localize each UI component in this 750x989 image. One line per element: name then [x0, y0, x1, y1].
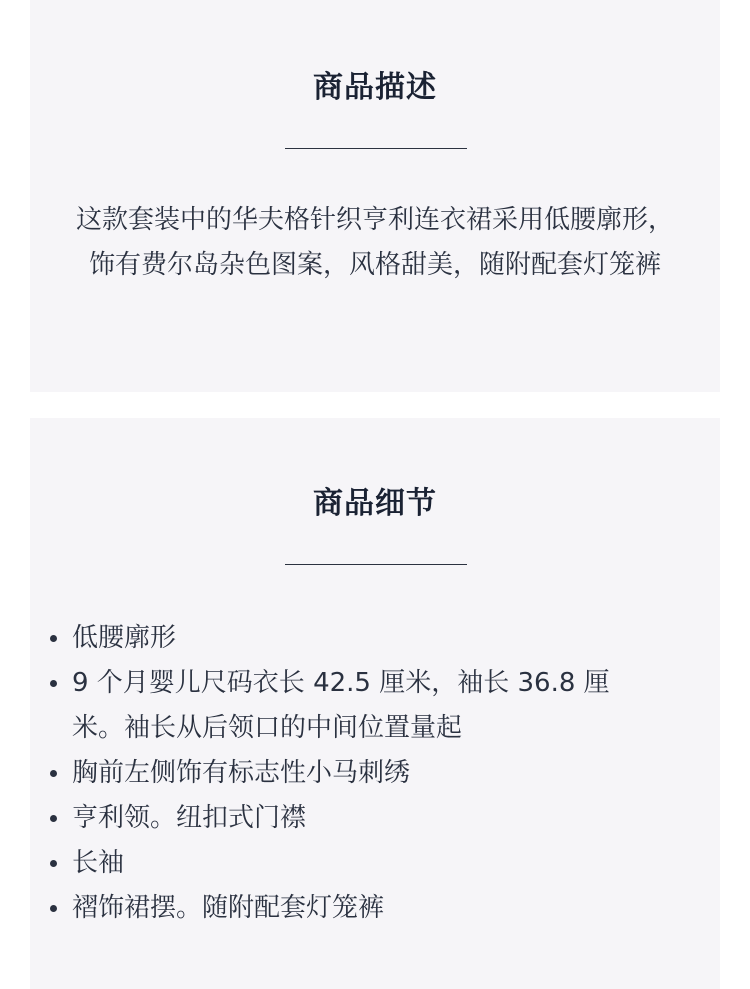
bullet-icon	[50, 860, 57, 867]
details-title: 商品细节	[313, 486, 437, 521]
list-item	[48, 886, 660, 931]
list-item-text: 9 个月婴儿尺码衣长 42.5 厘米，袖长 36.8 厘米。袖长从后领口的中间位置量起	[72, 668, 610, 743]
bullet-icon	[50, 635, 57, 642]
bullet-icon	[50, 680, 57, 687]
list-item-text: 低腰廓形	[72, 623, 177, 653]
bullet-icon	[50, 815, 57, 822]
details-divider	[285, 564, 467, 565]
description-text: 这款套装中的华夫格针织亨利连衣裙采用低腰廓形，饰有费尔岛杂色图案，风格甜美，随附配套灯笼裤	[75, 205, 674, 280]
list-item	[48, 796, 660, 841]
product-details-card	[30, 418, 720, 989]
list-item	[48, 751, 660, 796]
details-list	[48, 616, 660, 931]
list-item-text: 胸前左侧饰有标志性小马刺绣	[72, 758, 411, 788]
description-divider	[285, 148, 467, 149]
description-title: 商品描述	[313, 70, 437, 105]
product-description-card	[30, 0, 720, 392]
list-item	[48, 616, 660, 661]
bullet-icon	[50, 770, 57, 777]
list-item-text: 长袖	[72, 848, 125, 878]
list-item	[48, 661, 660, 751]
bullet-icon	[50, 905, 57, 912]
list-item	[48, 841, 660, 886]
list-item-text: 褶饰裙摆。随附配套灯笼裤	[72, 893, 385, 923]
list-item-text: 亨利领。纽扣式门襟	[72, 803, 307, 833]
